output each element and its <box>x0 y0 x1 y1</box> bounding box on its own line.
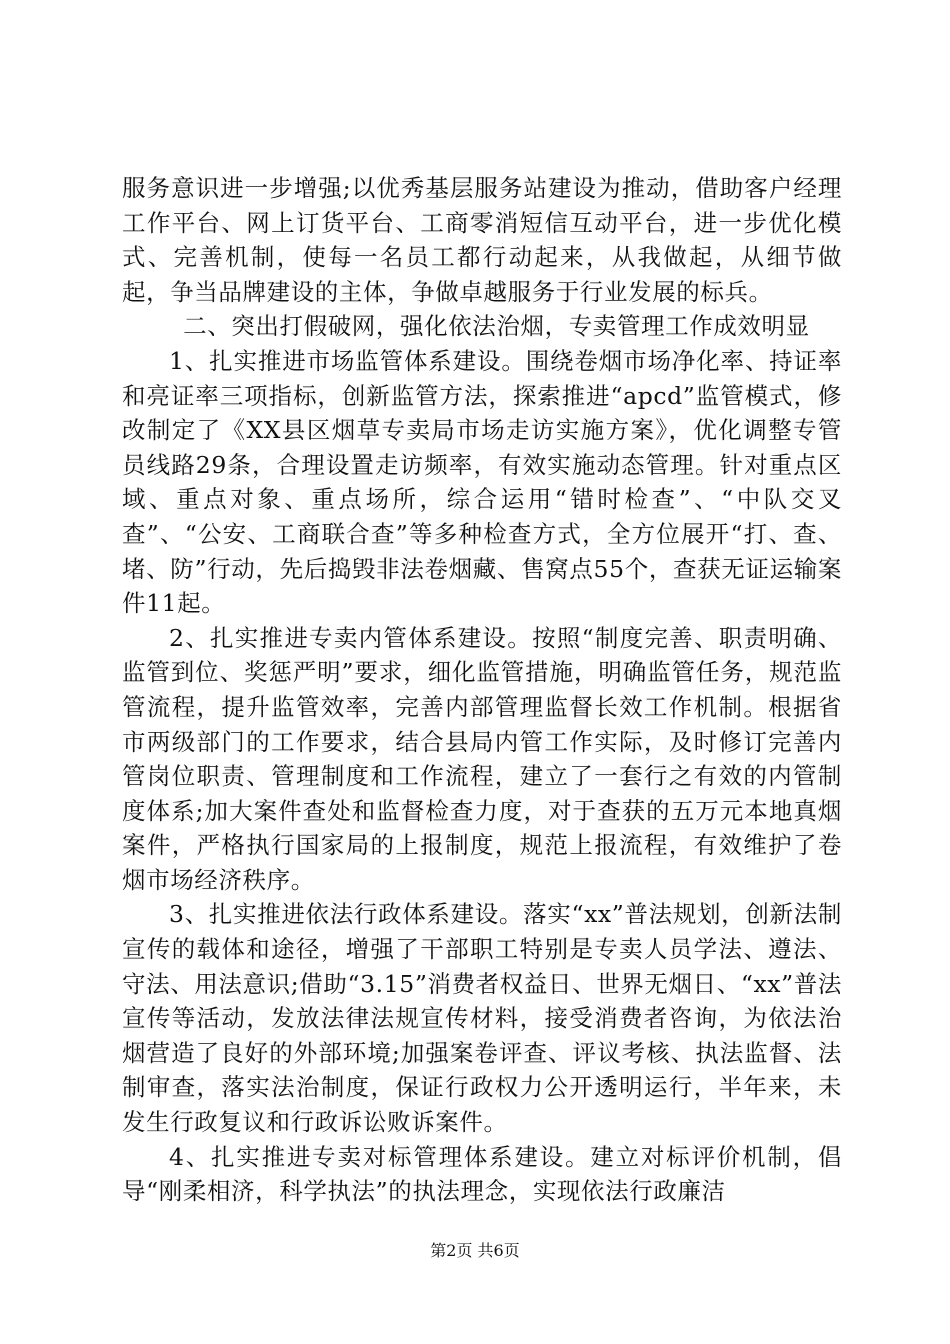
paragraph-market-supervision: 1、扎实推进市场监管体系建设。围绕卷烟市场净化率、持证率和亮证率三项指标，创新监管方法，探索推进“apcd”监管模式，修改制定了《XX县区烟草专卖局市场走访实施方案》，优化调整专管员线路29条，合理设置走访频率，有效实施动态管理。针对重点区域、重点对象、重点场所，综合运用“错时检查”、“中队交叉查”、“公安、工商联合查”等多种检查方式，全方位展开“打、查、堵、防”行动，先后捣毁非法卷烟藏、售窝点55个，查获无证运输案件11起。 <box>122 346 842 618</box>
document-body <box>122 171 842 1209</box>
paragraph-service-awareness: 服务意识进一步增强;以优秀基层服务站建设为推动，借助客户经理工作平台、网上订货平台、工商零消短信互动平台，进一步优化模式、完善机制，使每一名员工都行动起来，从我做起，从细节做起，争当品牌建设的主体，争做卓越服务于行业发展的标兵。 <box>122 174 842 306</box>
paragraph-benchmark-management: 4、扎实推进专卖对标管理体系建设。建立对标评价机制，倡导“刚柔相济，科学执法”的执法理念，实现依法行政廉洁 <box>122 1142 842 1206</box>
section-heading-anti-counterfeit: 二、突出打假破网，强化依法治烟，专卖管理工作成效明显 <box>183 312 810 341</box>
page-number-footer: 第2页 共6页 <box>430 1241 520 1260</box>
paragraph-law-administration: 3、扎实推进依法行政体系建设。落实“xx”普法规划，创新法制宣传的载体和途径，增强了干部职工特别是专卖人员学法、遵法、守法、用法意识;借助“3.15”消费者权益日、世界无烟日、“xx”普法宣传等活动，发放法律法规宣传材料，接受消费者咨询，为依法治烟营造了良好的外部环境;加强案卷评查、评议考核、执法监督、法制审查，落实法治制度，保证行政权力公开透明运行，半年来，未发生行政复议和行政诉讼败诉案件。 <box>122 900 842 1137</box>
paragraph-internal-management: 2、扎实推进专卖内管体系建设。按照“制度完善、职责明确、监管到位、奖惩严明”要求，细化监管措施，明确监管任务，规范监管流程，提升监管效率，完善内部管理监督长效工作机制。根据省市两级部门的工作要求，结合县局内管工作实际，及时修订完善内管岗位职责、管理制度和工作流程，建立了一套行之有效的内管制度体系;加大案件查处和监督检查力度，对于查获的五万元本地真烟案件，严格执行国家局的上报制度，规范上报流程，有效维护了卷烟市场经济秩序。 <box>122 623 842 894</box>
